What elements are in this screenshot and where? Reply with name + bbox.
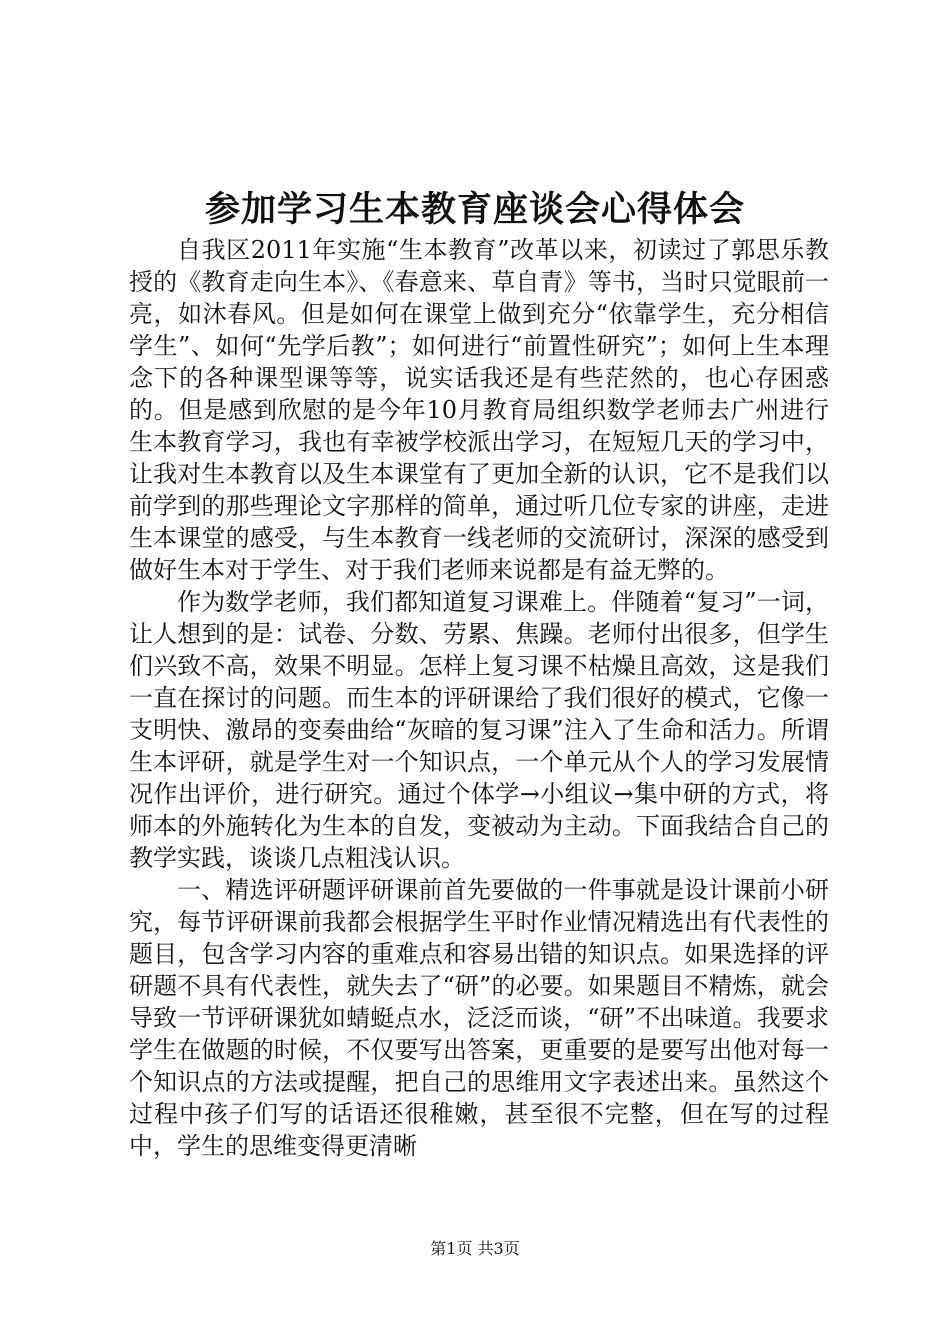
paragraph-2: 作为数学老师，我们都知道复习课难上。伴随着“复习”一词，让人想到的是：试卷、分数、劳累、焦躁。老师付出很多，但学生们兴致不高，效果不明显。怎样上复习课不枯燥且高效，这是我们一直在探讨的问题。而生本的评研课给了我们很好的模式，它像一支明快、激昂的变奏曲给“灰暗的复习课”注入了生命和活力。所谓生本评研，就是学生对一个知识点，一个单元从个人的学习发展情况作出评价，进行研究。通过个体学→小组议→集中研的方式，将师本的外施转化为生本的自发，变被动为主动。下面我结合自己的教学实践，谈谈几点粗浅认识。 xyxy=(129,588,829,872)
document-body xyxy=(129,234,829,1162)
paragraph-3: 一、精选评研题评研课前首先要做的一件事就是设计课前小研究，每节评研课前我都会根据学生平时作业情况精选出有代表性的题目，包含学习内容的重难点和容易出错的知识点。如果选择的评研题不具有代表性，就失去了“研”的必要。如果题目不精炼，就会导致一节评研课犹如蜻蜓点水，泛泛而谈，“研”不出味道。我要求学生在做题的时候，不仅要写出答案，更重要的是要写出他对每一个知识点的方法或提醒，把自己的思维用文字表述出来。虽然这个过程中孩子们写的话语还很稚嫩，甚至很不完整，但在写的过程中，学生的思维变得更清晰 xyxy=(129,876,829,1160)
paragraph-1: 自我区2011年实施“生本教育”改革以来，初读过了郭思乐教授的《教育走向生本》、《春意来、草自青》等书，当时只觉眼前一亮，如沐春风。但是如何在课堂上做到充分“依靠学生，充分相信学生”、如何“先学后教”；如何进行“前置性研究”；如何上生本理念下的各种课型课等等，说实话我还是有些茫然的，也心存困惑的。但是感到欣慰的是今年10月教育局组织数学老师去广州进行生本教育学习，我也有幸被学校派出学习，在短短几天的学习中，让我对生本教育以及生本课堂有了更加全新的认识，它不是我们以前学到的那些理论文字那样的简单，通过听几位专家的讲座，走进生本课堂的感受，与生本教育一线老师的交流研讨，深深的感受到做好生本对于学生、对于我们老师来说都是有益无弊的。 xyxy=(129,236,829,584)
page-number-footer: 第1页 共3页 xyxy=(430,1239,520,1258)
document-title: 参加学习生本教育座谈会心得体会 xyxy=(204,189,745,230)
